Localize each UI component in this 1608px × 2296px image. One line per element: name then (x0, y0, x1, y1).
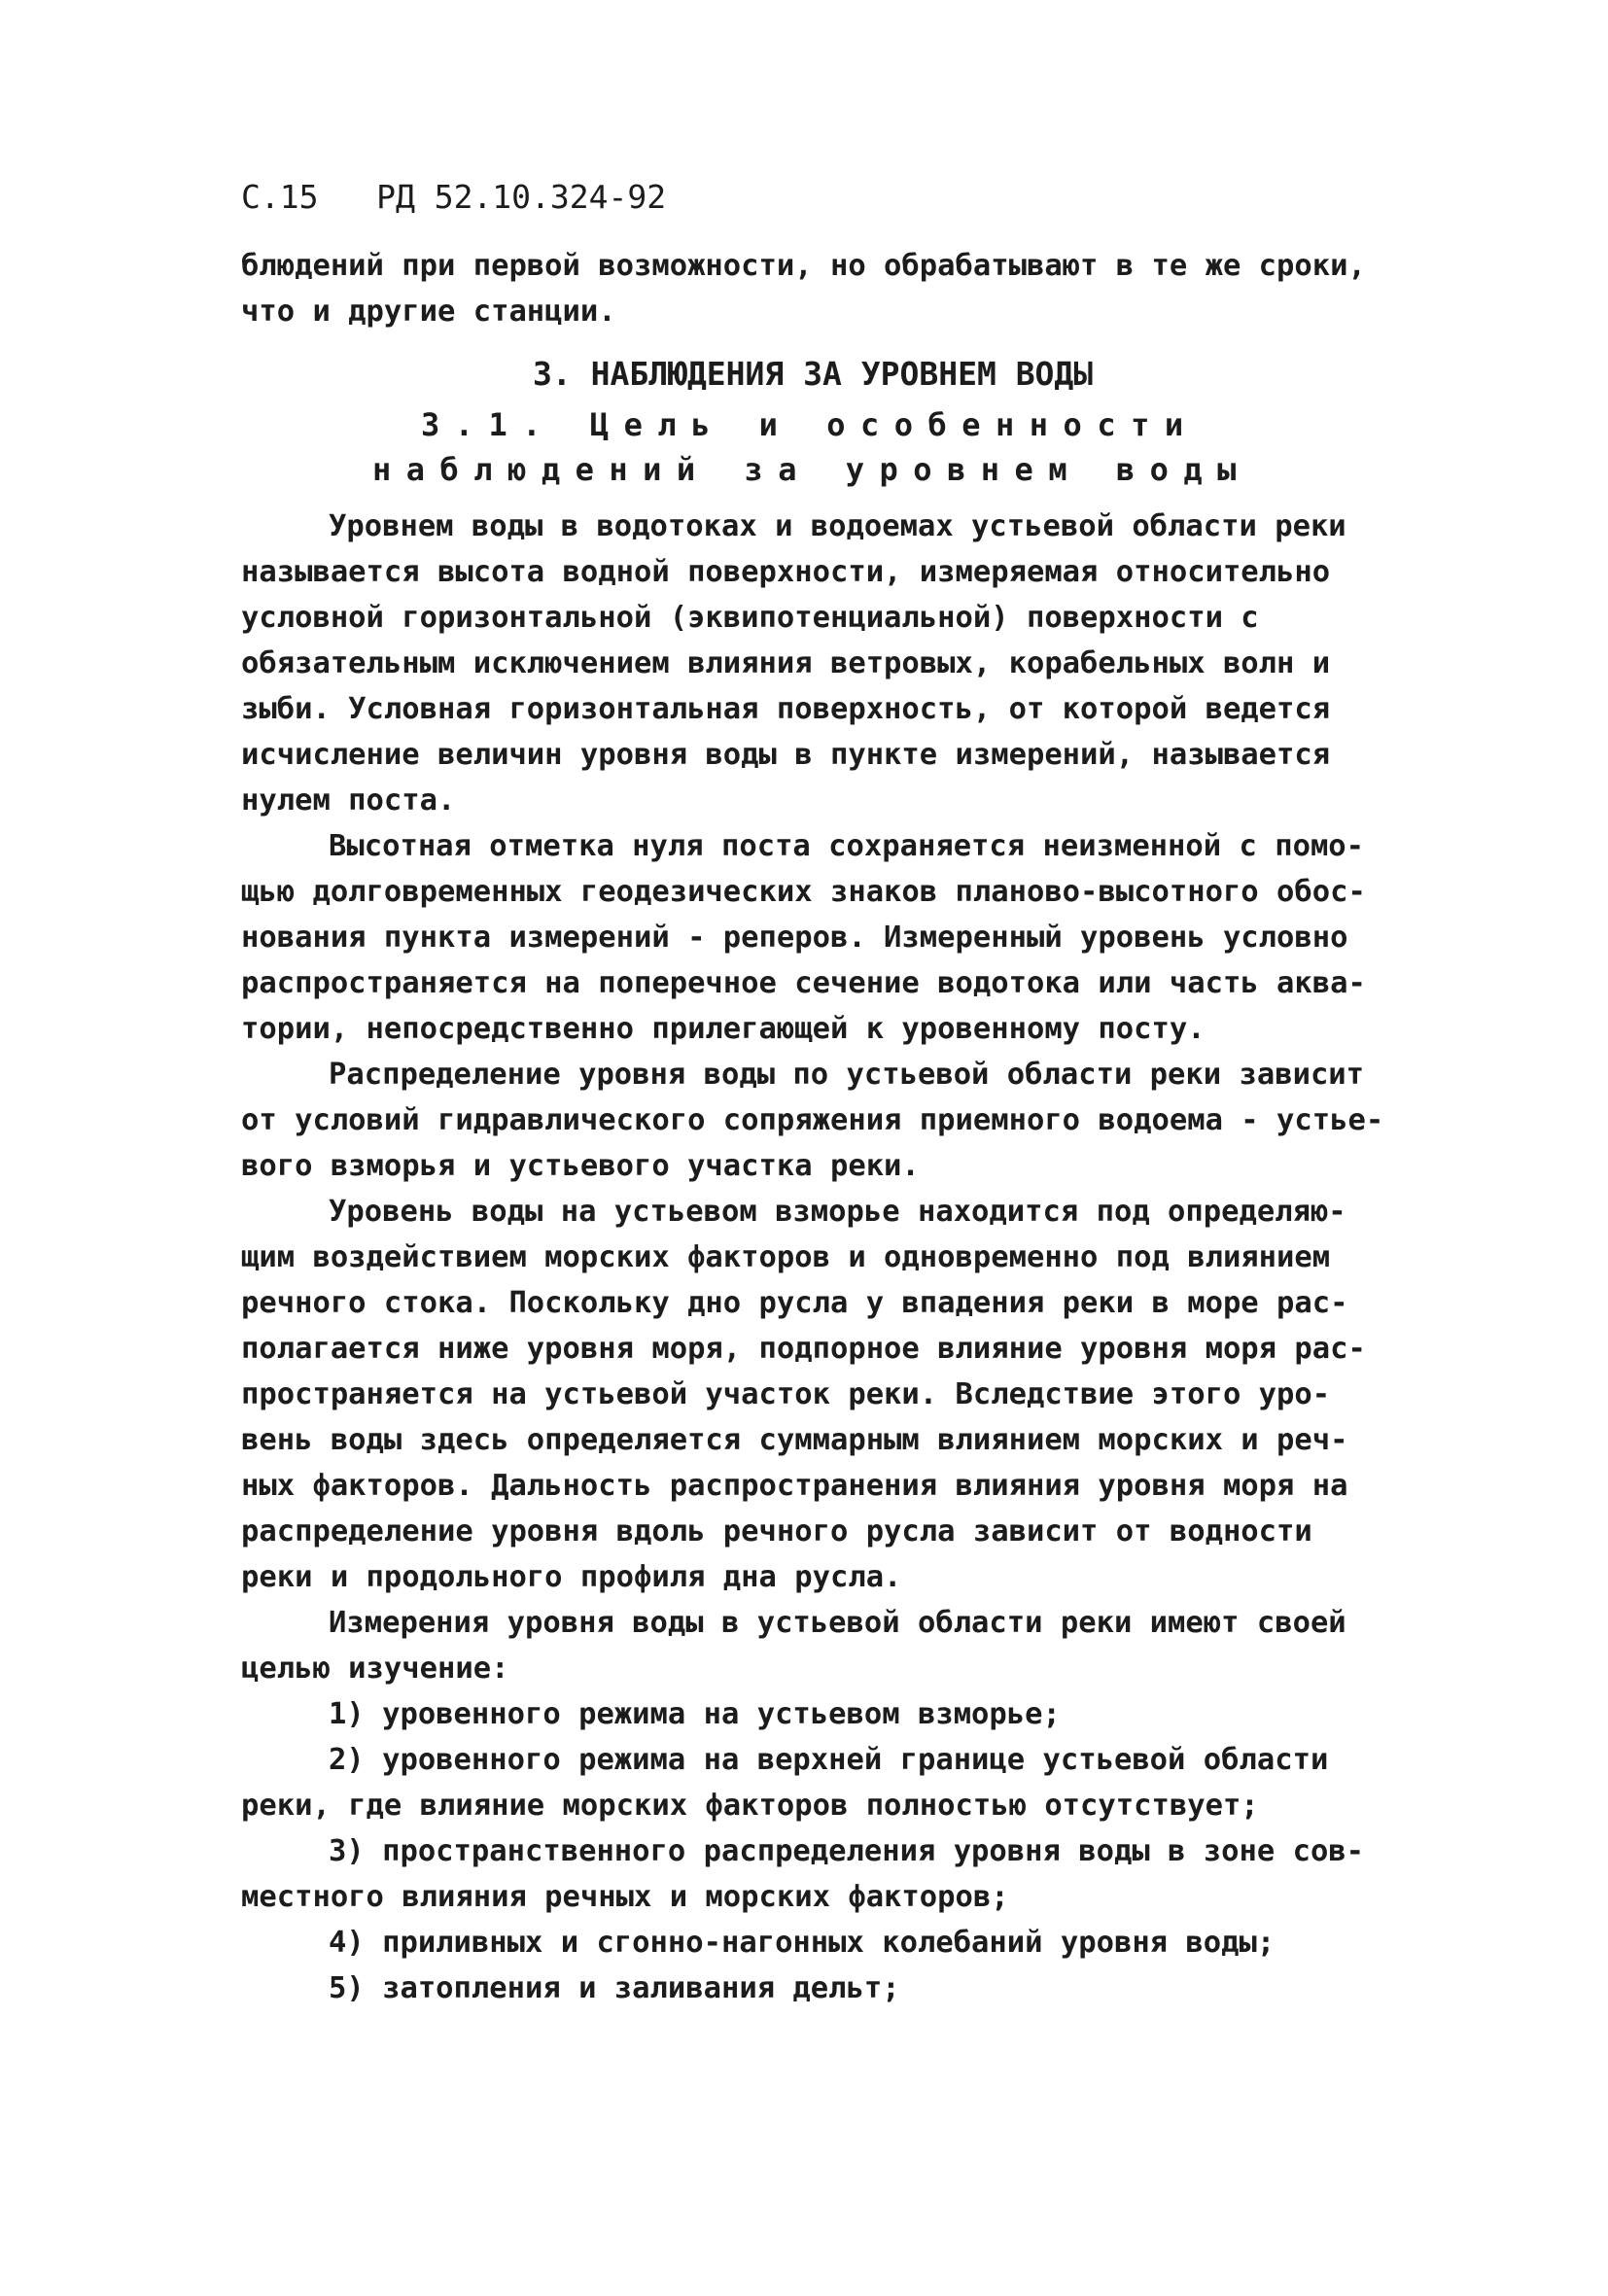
list-item-line: 5) затопления и заливания дельт; (329, 1971, 900, 2005)
paragraph-line: щим воздействием морских факторов и одновременно под влиянием (241, 1240, 1331, 1274)
list-item-line: 1) уровенного режима на устьевом взморье; (329, 1697, 1061, 1731)
list-item-line: 2) уровенного режима на верхней границе устьевой области (329, 1743, 1329, 1777)
paragraph-line: Измерения уровня воды в устьевой области реки имеют своей (329, 1606, 1346, 1640)
paragraph-line: Высотная отметка нуля поста сохраняется неизменной с помо- (329, 829, 1365, 863)
subsection-title-line-1: 3.1. Цель и особенности (421, 406, 1199, 443)
paragraph-line: полагается ниже уровня моря, подпорное влияние уровня моря рас- (241, 1332, 1366, 1366)
paragraph-line: называется высота водной поверхности, измеряемая относительно (241, 555, 1331, 589)
list-item-line: 4) приливных и сгонно-нагонных колебаний уровня воды; (329, 1926, 1276, 1960)
paragraph-line: вень воды здесь определяется суммарным влиянием морских и реч- (241, 1423, 1348, 1457)
list-item-line: 3) пространственного распределения уровня воды в зоне сов- (329, 1834, 1365, 1868)
paragraph-line: вого взморья и устьевого участка реки. (241, 1149, 920, 1183)
paragraph-line: условной горизонтальной (эквипотенциальной) поверхности с (241, 601, 1259, 635)
paragraph (241, 823, 1447, 1052)
paragraph-line: ных факторов. Дальность распространения влияния уровня моря на (241, 1469, 1348, 1503)
paragraph (241, 1189, 1447, 1600)
paragraph-line: целью изучение: (241, 1652, 509, 1686)
list-item (241, 1920, 1447, 1966)
body-text (241, 243, 1447, 2011)
paragraph-line: пространяется на устьевой участок реки. Вследствие этого уро- (241, 1377, 1331, 1411)
paragraph (241, 504, 1447, 823)
paragraph-line: обязательным исключением влияния ветровых, корабельных волн и (241, 646, 1331, 680)
paragraph (241, 1600, 1447, 1691)
paragraph-line: распределение уровня вдоль речного русла зависит от водности (241, 1514, 1312, 1548)
paragraph-line: от условий гидравлического сопряжения приемного водоема - устье- (241, 1103, 1384, 1137)
paragraph-line: распространяется на поперечное сечение водотока или часть аква- (241, 966, 1366, 1000)
paragraph-line: зыби. Условная горизонтальная поверхность, от которой ведется (241, 692, 1331, 726)
list-item-line: реки, где влияние морских факторов полностью отсутствует; (241, 1789, 1259, 1823)
list-item-line: местного влияния речных и морских факторов; (241, 1880, 1009, 1914)
list-item (241, 1737, 1447, 1828)
section-title: 3. НАБЛЮДЕНИЯ ЗА УРОВНЕМ ВОДЫ (533, 355, 1094, 393)
document-code: РД 52.10.324-92 (376, 178, 667, 216)
list-item (241, 1828, 1447, 1920)
paragraph-line: Уровень воды на устьевом взморье находится под определяю- (329, 1195, 1346, 1229)
subsection-title-line-2: наблюдений за уровнем воды (372, 451, 1251, 488)
list-item (241, 1966, 1447, 2011)
paragraph-line: Распределение уровня воды по устьевой области реки зависит (329, 1058, 1365, 1092)
paragraph-line: реки и продольного профиля дна русла. (241, 1560, 902, 1594)
paragraph-line: исчисление величин уровня воды в пункте измерений, называется (241, 738, 1331, 772)
page-number: С.15 (241, 178, 319, 216)
page-header (241, 178, 666, 216)
paragraph (241, 1052, 1447, 1189)
paragraph-line: нулем поста. (241, 783, 456, 818)
paragraph-line: нования пункта измерений - реперов. Измеренный уровень условно (241, 921, 1348, 955)
list-item (241, 1691, 1447, 1737)
paragraph-line: Уровнем воды в водотоках и водоемах устьевой области реки (329, 509, 1346, 543)
intro-line: что и другие станции. (241, 295, 616, 329)
paragraph-line: тории, непосредственно прилегающей к уровенному посту. (241, 1012, 1206, 1046)
paragraph-line: щью долговременных геодезических знаков планово-высотного обос- (241, 875, 1366, 909)
intro-line: блюдений при первой возможности, но обрабатывают в те же сроки, (241, 249, 1366, 283)
paragraph-line: речного стока. Поскольку дно русла у впадения реки в море рас- (241, 1286, 1348, 1320)
